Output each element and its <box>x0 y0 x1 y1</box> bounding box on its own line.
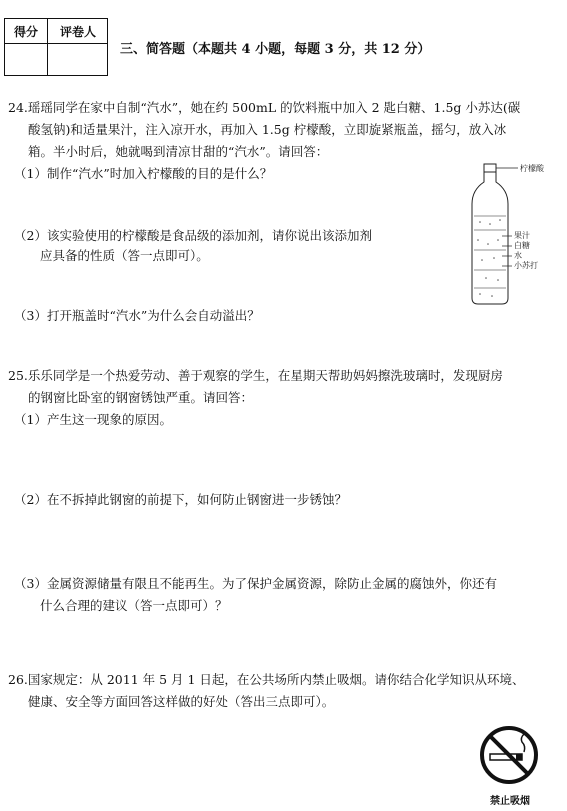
table-divider-vertical <box>47 19 48 75</box>
section-title: 三、简答题（本题共 4 小题，每题 3 分，共 12 分） <box>120 42 431 57</box>
bottle-label-baking-soda: 小苏打 <box>514 261 538 270</box>
q24-line-3: 箱。半小时后，她就喝到清凉甘甜的“汽水”。请回答： <box>28 144 329 159</box>
score-table <box>4 18 108 76</box>
no-smoking-icon <box>478 724 540 786</box>
q25-sub-2: （2）在不拆掉此钢窗的前提下，如何防止钢窗进一步锈蚀？ <box>14 492 347 507</box>
q24-sub-1: （1）制作“汽水”时加入柠檬酸的目的是什么？ <box>14 166 273 181</box>
q25-sub-1: （1）产生这一现象的原因。 <box>14 412 172 427</box>
q25-sub-3-line-1: （3）金属资源储量有限且不能再生。为了保护金属资源，除防止金属的腐蚀外，你还有 <box>14 576 497 591</box>
score-label: 得分 <box>13 25 38 39</box>
q24-line-1: 24.瑶瑶同学在家中自制“汽水”，她在约 500mL 的饮料瓶中加入 2 匙白糖、1.5g 小苏达(碳 <box>8 100 521 115</box>
bottle-label-citric-acid: 柠檬酸 <box>520 164 544 173</box>
q25-sub-3-line-2: 什么合理的建议（答一点即可）？ <box>40 598 228 613</box>
bottle-label-water: 水 <box>514 251 522 260</box>
q25-line-2: 的钢窗比卧室的钢窗锈蚀严重。请回答： <box>28 390 254 405</box>
q26-line-2: 健康、安全等方面回答这样做的好处（答出三点即可）。 <box>28 694 335 709</box>
q24-sub-2-line-2: 应具备的性质（答一点即可）。 <box>40 248 209 263</box>
bottle-diagram <box>462 160 562 310</box>
table-divider-horizontal <box>5 43 107 44</box>
q24-line-2: 酸氢钠)和适量果汁，注入凉开水，再加入 1.5g 柠檬酸，立即旋紧瓶盖，摇匀，放入冰 <box>28 122 507 137</box>
no-smoking-caption: 禁止吸烟 <box>490 796 530 807</box>
q24-sub-2-line-1: （2）该实验使用的柠檬酸是食品级的添加剂，请你说出该添加剂 <box>14 228 372 243</box>
bottle-label-sugar: 白糖 <box>514 241 530 250</box>
q26-line-1: 26.国家规定：从 2011 年 5 月 1 日起，在公共场所内禁止吸烟。请你结合化学知识从环境、 <box>8 672 525 687</box>
bottle-label-juice: 果汁 <box>514 231 530 240</box>
q24-sub-3: （3）打开瓶盖时“汽水”为什么会自动溢出？ <box>14 308 260 323</box>
grader-label: 评卷人 <box>59 25 96 39</box>
q25-line-1: 25.乐乐同学是一个热爱劳动、善于观察的学生，在星期天帮助妈妈擦洗玻璃时，发现厨房 <box>8 368 503 383</box>
